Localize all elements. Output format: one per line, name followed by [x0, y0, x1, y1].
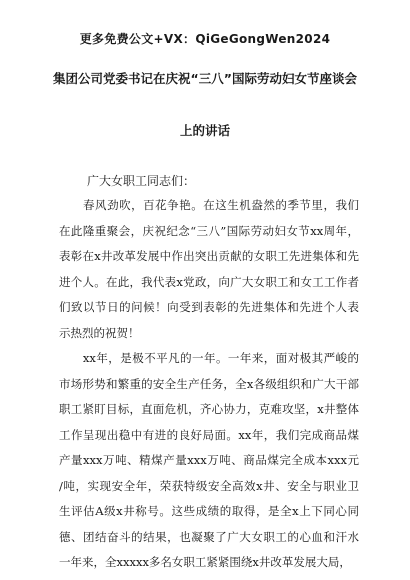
document-title-line-2: 上的讲话: [179, 123, 230, 138]
paragraph-line: 职工紧盯目标，直面危机，齐心协力，克难攻坚，x井整体: [59, 402, 359, 416]
paragraph-line: 示热烈的祝贺！: [59, 325, 140, 340]
paragraph-line: 工作呈现出稳中有进的良好局面。xx年，我们完成商品煤: [59, 427, 359, 442]
paragraph-line: 们致以节日的问候！向受到表彰的先进集体和先进个人表: [59, 300, 359, 314]
paragraph-line: 春风劲吹，百花争艳。在这生机盎然的季节里，我们: [59, 198, 359, 212]
paragraph-2: [59, 346, 359, 576]
paragraph-line: xx年，是极不平凡的一年。一年来，面对极其严峻的: [59, 351, 359, 365]
paragraph-line: 在此隆重聚会，庆祝纪念“三八”国际劳动妇女节xx周年，: [59, 223, 359, 238]
paragraph-line: 一年来，全xxxxx多名女职工紧紧围绕x井改革发展大局，: [59, 555, 351, 569]
paragraph-line: 市场形势和繁重的安全生产任务，全x各级组织和广大干部: [59, 376, 359, 391]
paragraph-line: 表彰在x井改革发展中作出突出贡献的女职工先进集体和先: [59, 249, 359, 263]
paragraph-line: 德、团结奋斗的结果，也凝聚了广大女职工的心血和汗水: [59, 529, 359, 544]
paragraph-line: /吨，实现安全年，荣获特级安全高效x井、安全与职业卫: [59, 478, 359, 493]
page-header: 更多免费公文+VX：QiGeGongWen2024: [79, 32, 331, 46]
paragraph-line: 生评估A级x井称号。这些成绩的取得，是全x上下同心同: [59, 504, 359, 518]
paragraph-line: 进个人。在此，我代表x党政，向广大女职工和女工工作者: [59, 274, 359, 289]
greeting: 广大女职工同志们：: [87, 174, 196, 188]
document-title-line-1: 集团公司党委书记在庆祝“三八”国际劳动妇女节座谈会: [53, 71, 357, 86]
paragraph-1: [59, 193, 359, 346]
paragraph-line: 产量xxx万吨、精煤产量xxx万吨、商品煤完全成本xxx元: [59, 453, 359, 467]
